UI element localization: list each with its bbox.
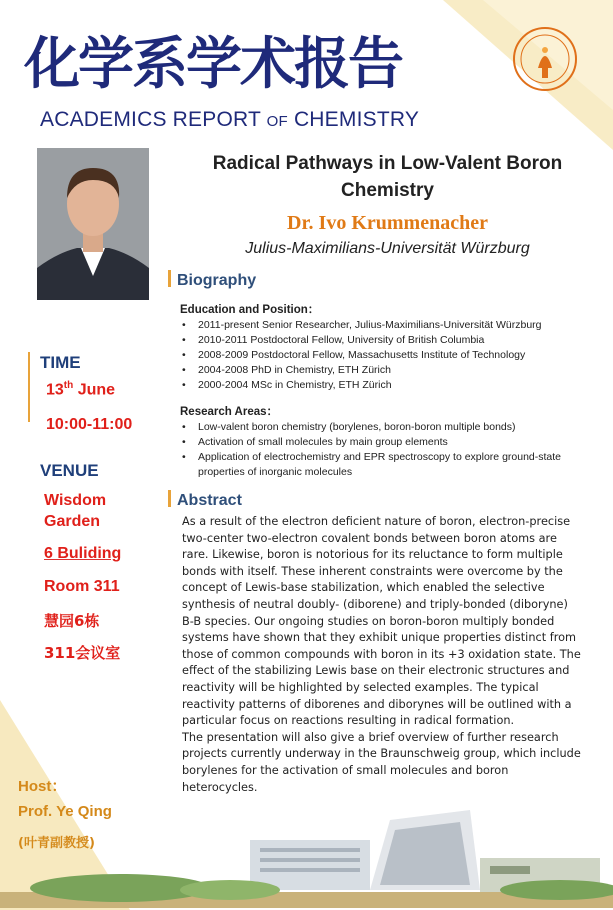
time-label: TIME (40, 353, 81, 372)
divider (28, 352, 30, 422)
university-logo (512, 26, 578, 92)
speaker-photo (37, 148, 149, 300)
host-name: Prof. Ye Qing (18, 803, 112, 820)
list-item: • Low-valent boron chemistry (borylenes, boron-boron multiple bonds) (180, 420, 580, 435)
list-item: • 2011-present Senior Researcher, Julius-Maximilians-Universität Würzburg (180, 318, 542, 333)
campus-skyline-illustration (0, 800, 613, 908)
education-list (180, 318, 542, 393)
venue-label: VENUE (40, 461, 99, 480)
venue-line-cn: 311会议室 (44, 644, 121, 662)
venue-line: Wisdom (44, 492, 107, 509)
speaker-affiliation: Julius-Maximilians-Universität Würzburg (245, 240, 530, 257)
banner-title-cn: 化学系学术报告 (24, 31, 402, 97)
abstract-body (182, 514, 582, 796)
list-item: • 2000-2004 MSc in Chemistry, ETH Zürich (180, 378, 542, 393)
abstract-heading: Abstract (168, 490, 242, 510)
host-label: Host： (18, 778, 67, 795)
host-name-cn: (叶青副教授) (18, 836, 95, 851)
talk-title: Radical Pathways in Low-Valent Boron Chemistry (212, 153, 563, 201)
research-list (180, 420, 580, 480)
list-item: • 2004-2008 PhD in Chemistry, ETH Zürich (180, 363, 542, 378)
venue-line-cn: 慧园6栋 (44, 612, 100, 630)
venue-line: Room 311 (44, 578, 120, 595)
speaker-name: Dr. Ivo Krummenacher (287, 212, 488, 234)
abstract-paragraph: As a result of the electron deficient nature of boron, electron-precise two-center two-electron covalent bonds between boron atoms are rare. Likewise, boron is notorious for its reluctance to form multiple bonds with itself. These inherent constraints were overcome by the concept of Lewis-base stabilization, which enabled the selective synthesis of neutral doubly- (diborene) and triply-bonded (diboryne) B-B species. Our ongoing studies on boron-boron multiply bonded systems have shown that they exhibit unique properties distinct from those of common compounds with boron in its +3 oxidation state. The effect of the stabilizing Lewis base on their electronic structures and reactivity will be highlighted by selected examples. The typical reactivity patterns of diborenes and diborynes will be outlined with a particular focus on reactions resulting in radical formation. (182, 515, 581, 728)
event-date: 13th June (46, 380, 116, 399)
education-heading: Education and Position： (180, 304, 320, 316)
venue-line: 6 Buliding (44, 545, 122, 562)
biography-heading: Biography (168, 270, 256, 290)
event-time: 10:00-11:00 (46, 416, 133, 433)
venue-line: Garden (44, 513, 101, 530)
list-item: • Application of electrochemistry and EPR spectroscopy to explore ground-state properties of inorganic molecules (180, 450, 580, 480)
abstract-paragraph: The presentation will also give a brief overview of further research projects currently underway in the Braunschweig group, which include borylenes for the activation of small molecules and boron heterocycles. (182, 730, 581, 794)
list-item: • 2010-2011 Postdoctoral Fellow, University of British Columbia (180, 333, 542, 348)
research-heading: Research Areas： (180, 406, 279, 418)
list-item: • 2008-2009 Postdoctoral Fellow, Massachusetts Institute of Technology (180, 348, 542, 363)
banner-title-en: ACADEMICS REPORT OF CHEMISTRY (40, 108, 420, 131)
list-item: • Activation of small molecules by main group elements (180, 435, 580, 450)
